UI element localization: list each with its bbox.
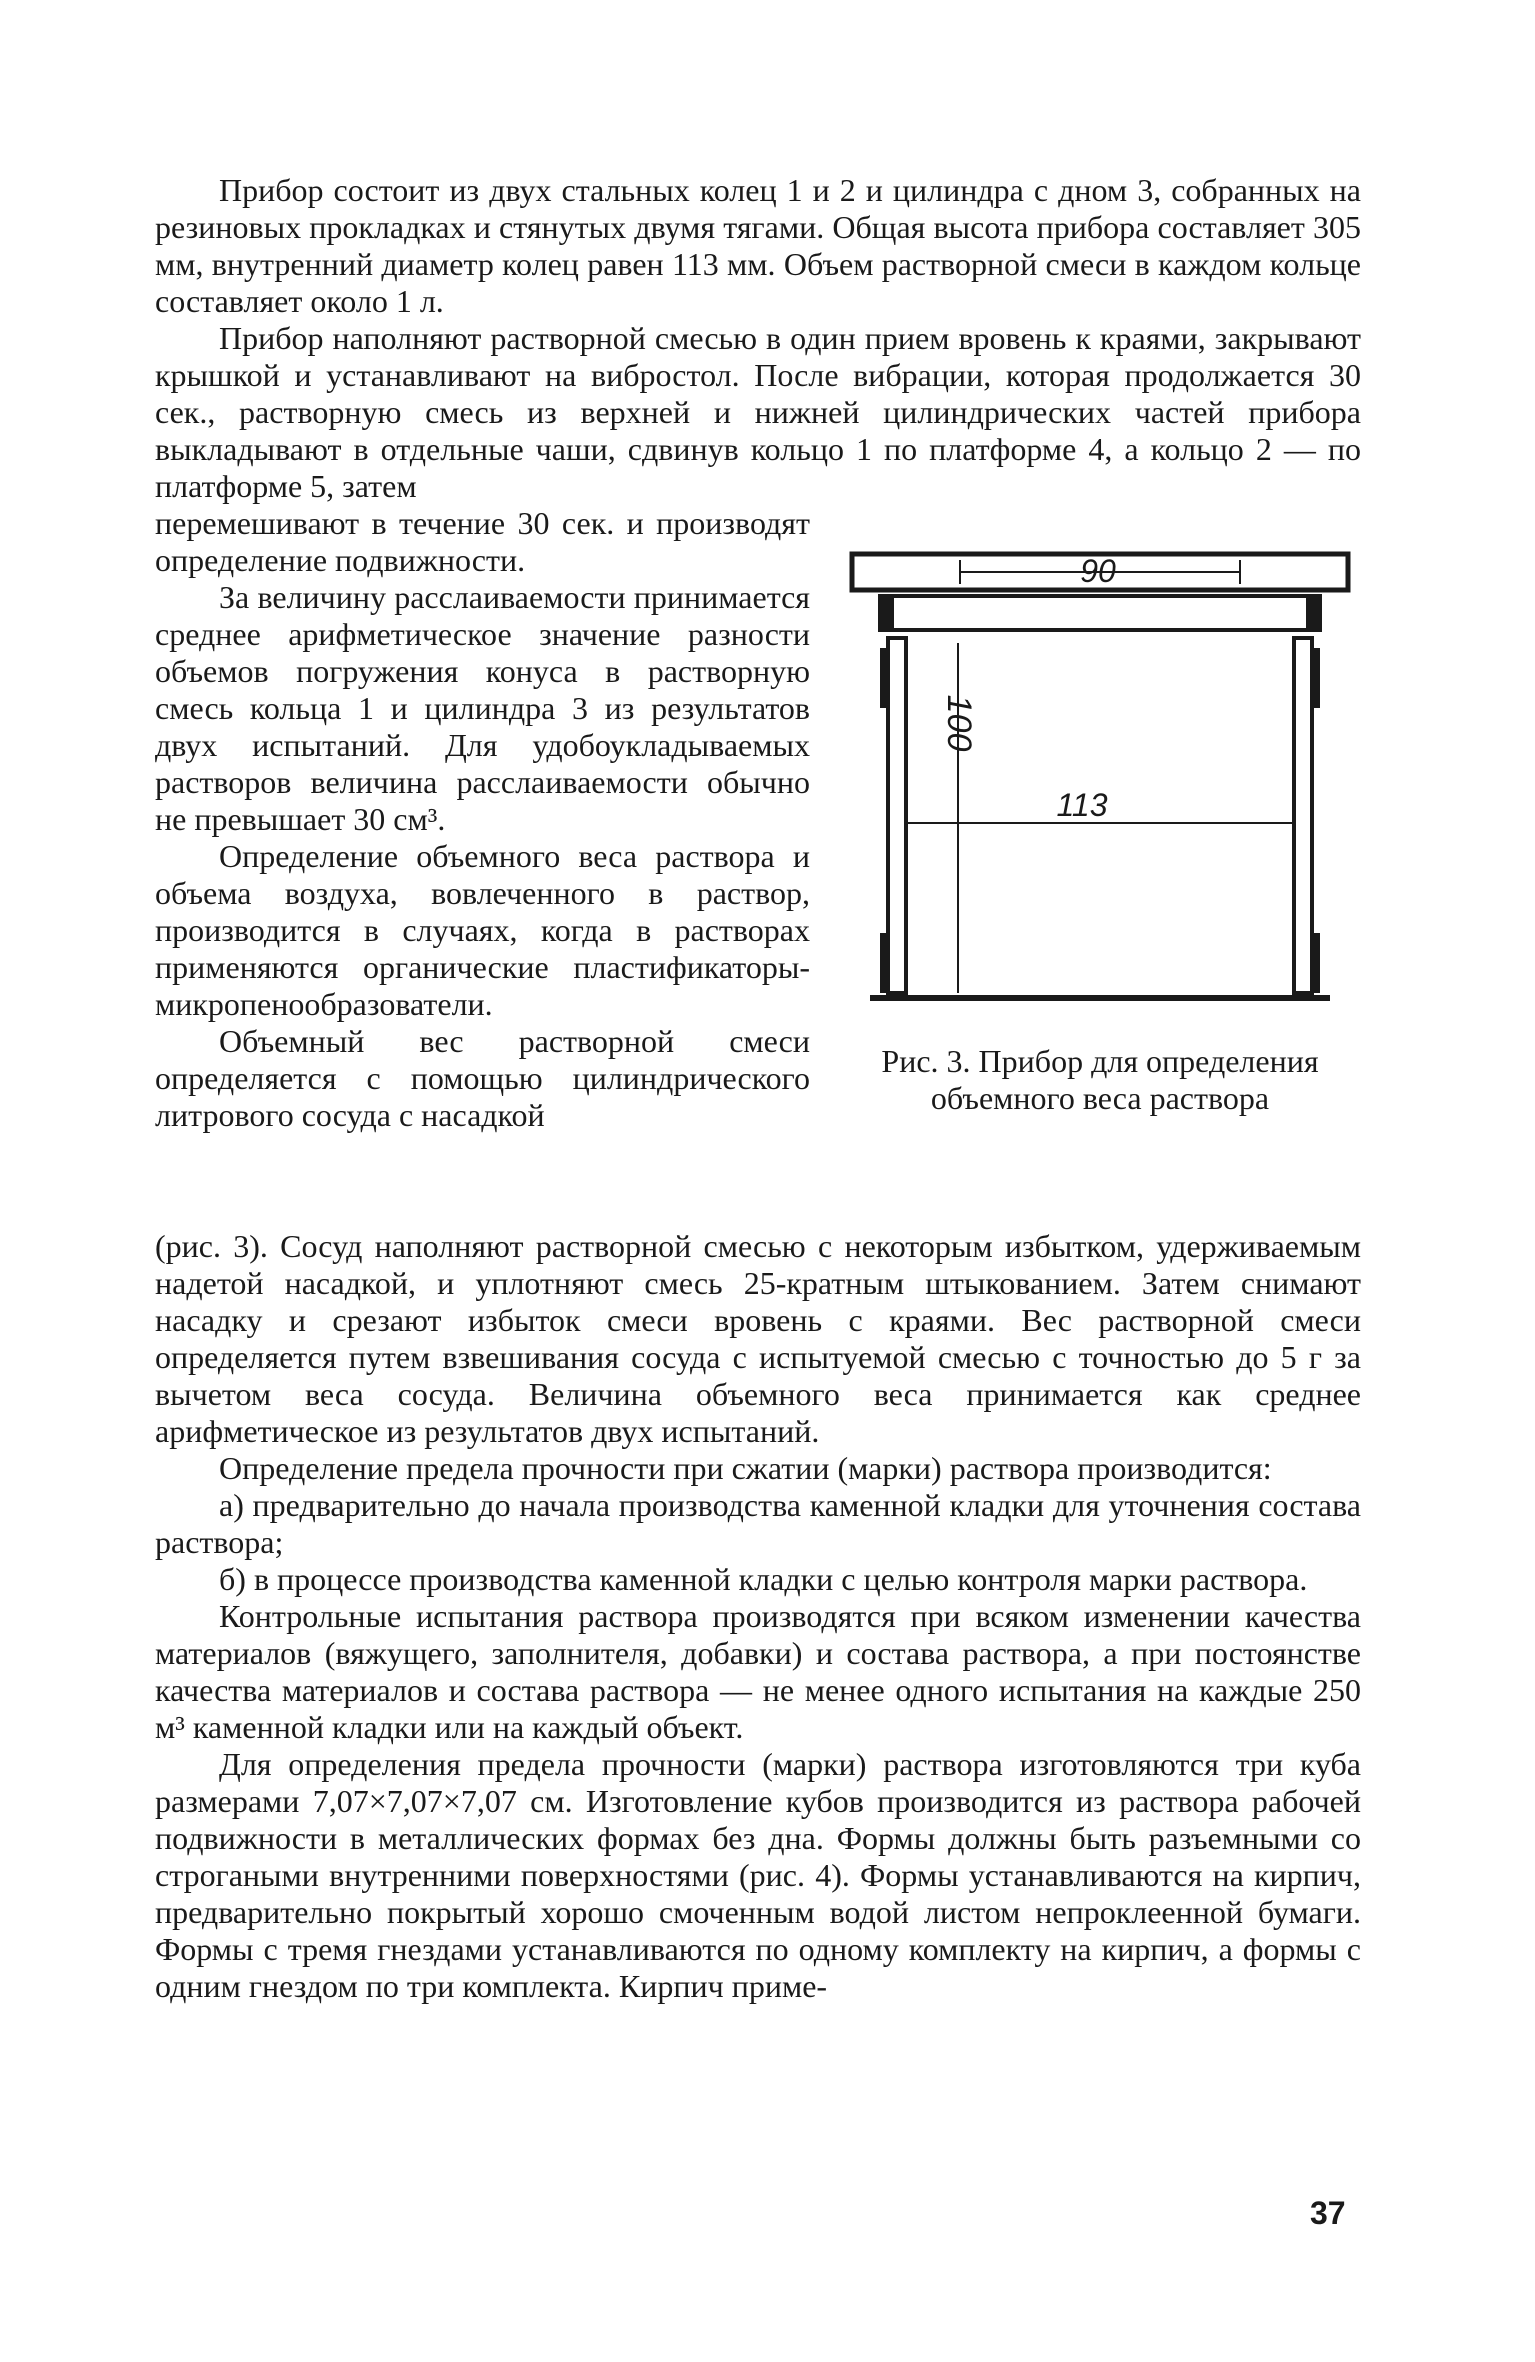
paragraph: Определение предела прочности при сжатии (марки) раствора производится: (219, 1450, 1272, 1486)
paragraph: Прибор наполняют растворной смесью в один прием вровень к краями, закрывают крышкой и устанавливают на вибростол. После вибрации, которая продолжается 30 сек., растворную смесь из верхней и нижней цилиндрических частей прибора выкладывают в отдельные чаши, сдвинув кольцо 1 по платформе 4, а кольцо 2 — по платформе 5, затем (155, 320, 1361, 504)
list-item: а) предварительно до начала производства каменной кладки для уточнения состава раствора; (155, 1487, 1361, 1560)
paragraph: Определение объемного веса раствора и объема воздуха, вовлеченного в раствор, производится в случаях, когда в растворах применяются органические пластификаторы-микропенообразователи. (155, 838, 810, 1022)
page-number: 37 (1310, 2195, 1346, 2231)
paragraph: (рис. 3). Сосуд наполняют растворной смесью с некоторым избытком, удерживаемым надетой насадкой, и уплотняют смесь 25-кратным штыкованием. Затем снимают насадку и срезают избыток смеси вровень с краями. Вес растворной смеси определяется путем взвешивания сосуда с испытуемой смесью с точностью до 5 г за вычетом веса сосуда. Величина объемного веса принимается как среднее арифметическое из результатов двух испытаний. (155, 1228, 1361, 1449)
dim-113-label: 113 (1056, 787, 1108, 823)
figure-3 (840, 548, 1360, 1117)
figure-caption: Рис. 3. Прибор для определения объемного веса раствора (881, 1043, 1319, 1116)
text-left-column (155, 505, 810, 1134)
dim-90-label: 90 (1080, 553, 1116, 589)
paragraph: Контрольные испытания раствора производятся при всяком изменении качества материалов (вяжущего, заполнителя, добавки) и состава раствора, а при постоянстве качества материалов и состава раствора — не менее одного испытания на каждые 250 м³ каменной кладки или на каждый объект. (155, 1598, 1361, 1745)
upper-ring-wall-right (1306, 596, 1320, 630)
paragraph: Объемный вес растворной смеси определяется с помощью цилиндрического литрового сосуда с насадкой (155, 1023, 810, 1133)
paragraph: За величину расслаиваемости принимается среднее арифметическое значение разности объемов погружения конуса в растворную смесь кольца 1 и цилиндра 3 из результатов двух испытаний. Для удобоукладываемых растворов величина расслаиваемости обычно не превышает 30 см³. (155, 579, 810, 837)
text-bottom (155, 1228, 1361, 2005)
cylinder-wall-right (1294, 638, 1312, 993)
list-item: б) в процессе производства каменной кладки с целью контроля марки раствора. (219, 1561, 1308, 1597)
paragraph: Прибор состоит из двух стальных колец 1 и 2 и цилиндра с дном 3, собранных на резиновых прокладках и стянутых двумя тягами. Общая высота прибора составляет 305 мм, внутренний диаметр колец равен 113 мм. Объем растворной смеси в каждом кольце составляет около 1 л. (155, 172, 1361, 319)
rod-right-top (1312, 648, 1320, 708)
text-top (155, 172, 1361, 505)
cylinder-wall-left (888, 638, 906, 993)
rod-right-bottom (1312, 933, 1320, 993)
rod-left-top (880, 648, 888, 708)
upper-ring (880, 596, 1320, 630)
paragraph: Для определения предела прочности (марки) раствора изготовляются три куба размерами 7,07×7,07×7,07 см. Изготовление кубов производится из раствора рабочей подвижности в металлических формах без дна. Формы должны быть разъемными со строгаными внутренними поверхностями (рис. 4). Формы устанавливаются на кирпич, предварительно покрытый хорошо смоченным водой листом непроклеенной бумаги. Формы с тремя гнездами устанавливаются по одному комплекту на кирпич, а формы с одним гнездом по три комплекта. Кирпич приме- (155, 1746, 1361, 2004)
dim-100-label: 100 (940, 694, 978, 752)
rod-left-bottom (880, 933, 888, 993)
apparatus-drawing (840, 548, 1360, 1013)
paragraph: перемешивают в течение 30 сек. и производят определение подвижности. (155, 505, 810, 578)
upper-ring-wall-left (880, 596, 894, 630)
